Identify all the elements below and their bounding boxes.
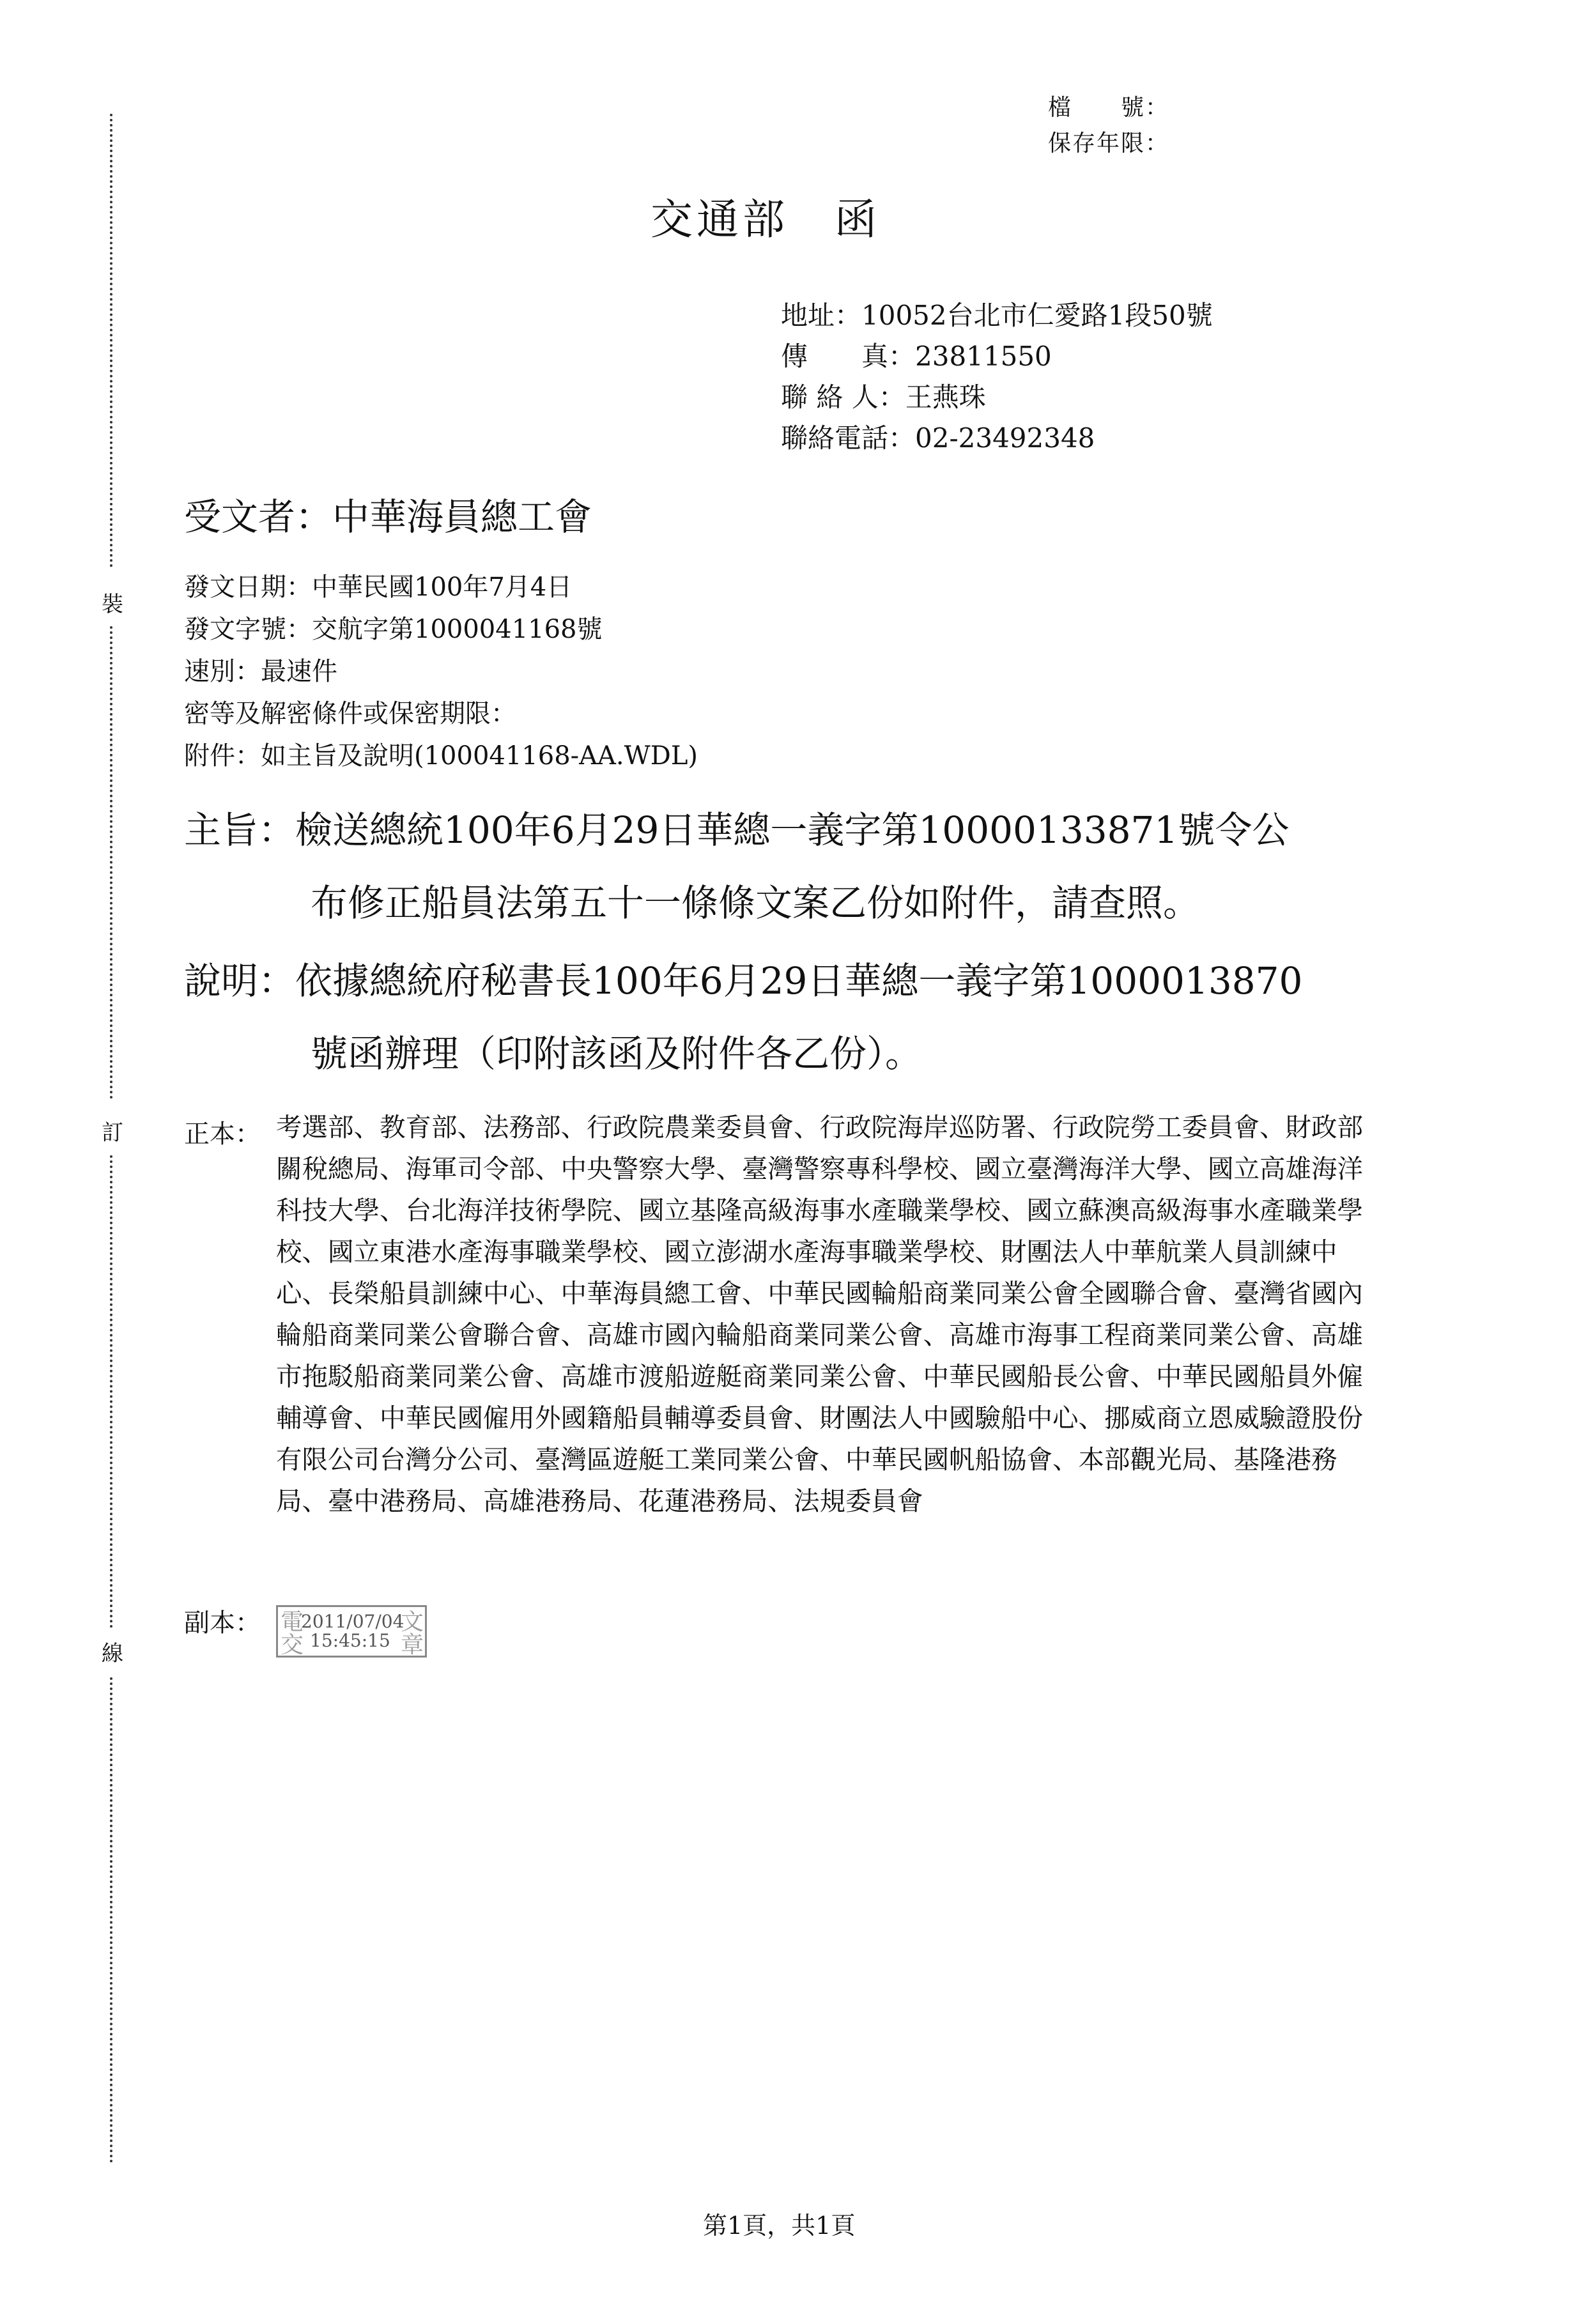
binding-char-ding: 訂 [102, 1120, 123, 1146]
subject-line-1: 主旨：檢送總統100年6月29日華總一義字第10000133871號令公 [184, 808, 1290, 852]
original-recipients-label: 正本： [184, 1120, 261, 1149]
contact-person: 聯 絡 人：王燕珠 [781, 381, 986, 413]
original-recipients-list: 考選部、教育部、法務部、行政院農業委員會、行政院海岸巡防署、行政院勞工委員會、財政部關稅總局、海軍司令部、中央警察大學、臺灣警察專科學校、國立臺灣海洋大學、國立高雄海洋科技大學、台北海洋技術學院、國立基隆高級海事水產職業學校、國立蘇澳高級海事水產職業學校、國立東港水產海事職業學校、國立澎湖水產海事職業學校、財團法人中華航業人員訓練中心、長榮船員訓練中心、中華海員總工會、中華民國輪船商業同業公會全國聯合會、臺灣省國內輪船商業同業公會聯合會、高雄市國內輪船商業同業公會、高雄市海事工程商業同業公會、高雄市拖駁船商業同業公會、高雄市渡船遊艇商業同業公會、中華民國船長公會、中華民國船員外僱輔導會、中華民國僱用外國籍船員輔導委員會、財團法人中國驗船中心、挪威商立恩威驗證股份有限公司台灣分公司、臺灣區遊艇工業同業公會、中華民國帆船協會、本部觀光局、基隆港務局、臺中港務局、高雄港務局、花蓮港務局、法規委員會 [276, 1112, 1363, 1516]
stamp-date: 2011/07/04 [301, 1611, 404, 1632]
copy-recipients-label: 副本： [184, 1608, 261, 1638]
explanation-line-1: 說明：依據總統府秘書長100年6月29日華總一義字第1000013870 [184, 959, 1303, 1003]
stamp-right-chars: 文 章 [400, 1609, 424, 1658]
binding-char-zhuang: 裝 [102, 592, 123, 617]
document-title: 交通部 函 [651, 195, 881, 244]
delivery-speed: 速別：最速件 [184, 657, 337, 686]
retention-period-label: 保存年限： [1048, 130, 1170, 157]
page-number: 第1頁，共1頁 [703, 2212, 856, 2240]
contact-address: 地址：10052台北市仁愛路1段50號 [781, 300, 1213, 331]
secrecy-level: 密等及解密條件或保密期限： [184, 699, 516, 728]
subject-line-2: 布修正船員法第五十一條條文案乙份如附件，請查照。 [311, 881, 1201, 925]
file-number-label: 檔 號： [1048, 95, 1170, 121]
attachment: 附件：如主旨及說明(100041168-AA.WDL) [184, 741, 698, 771]
binding-line-lower [110, 1155, 112, 1628]
issue-number: 發文字號：交航字第1000041168號 [184, 615, 603, 644]
binding-line-middle [110, 626, 112, 1099]
stamp-time: 15:45:15 [310, 1630, 390, 1651]
contact-phone: 聯絡電話：02-23492348 [781, 422, 1095, 454]
issue-date: 發文日期：中華民國100年7月4日 [184, 573, 573, 602]
stamp-left-chars: 電 交 [281, 1609, 304, 1658]
recipient: 受文者：中華海員總工會 [184, 495, 592, 539]
binding-line-bottom [110, 1677, 112, 2163]
electronic-seal-stamp [276, 1605, 427, 1658]
binding-char-xian: 線 [102, 1641, 123, 1666]
explanation-line-2: 號函辦理（印附該函及附件各乙份）。 [311, 1032, 923, 1075]
contact-fax: 傳 真：23811550 [781, 341, 1052, 372]
binding-line-top [110, 114, 112, 567]
